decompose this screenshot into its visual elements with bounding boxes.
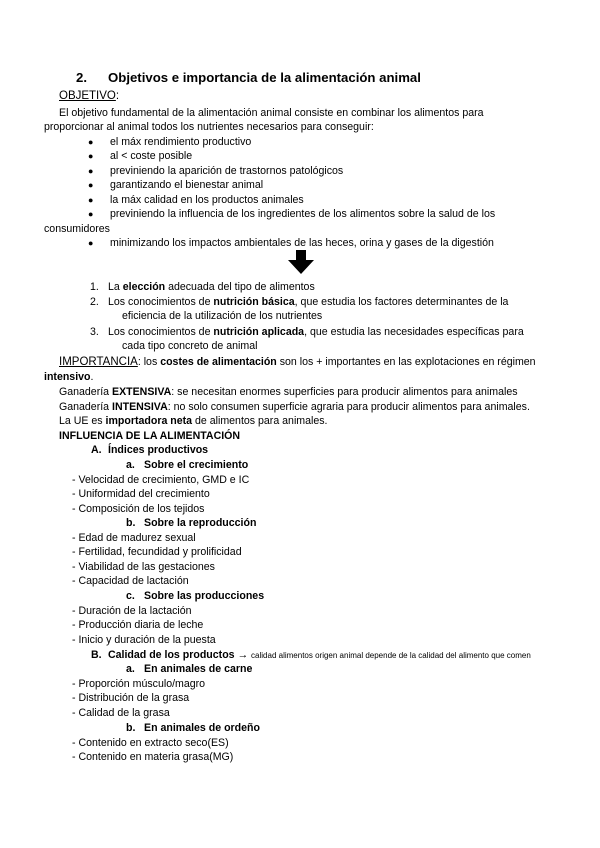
subheading-label: c. xyxy=(126,590,135,602)
section-number: 2. xyxy=(76,70,87,85)
list-item: - Edad de madurez sexual xyxy=(72,532,196,544)
subheading-label: a. xyxy=(126,663,135,675)
ganaderia-intensiva: Ganadería INTENSIVA: no solo consumen superficie agraria para producir alimentos para animales. xyxy=(59,401,530,413)
subsection-B-title: Calidad de los productos → calidad alimentos origen animal depende de la calidad del alimento que comen xyxy=(108,649,531,661)
ganaderia-extensiva: Ganadería EXTENSIVA: se necesitan enormes superficies para producir alimentos para animales xyxy=(59,386,518,398)
importancia-line: IMPORTANCIA: los costes de alimentación son los + importantes en las explotaciones en régimen xyxy=(59,356,536,368)
down-arrow-icon xyxy=(288,250,314,274)
influencia-heading: INFLUENCIA DE LA ALIMENTACIÓN xyxy=(59,430,241,442)
ue-importadora: La UE es importadora neta de alimentos para animales. xyxy=(59,415,328,427)
list-item: - Producción diaria de leche xyxy=(72,619,204,631)
subheading-reproduccion: Sobre la reproducción xyxy=(144,517,257,529)
objetivo-bullet: al < coste posible xyxy=(110,150,193,162)
list-item: - Capacidad de lactación xyxy=(72,575,189,587)
objetivo-bullet: la máx calidad en los productos animales xyxy=(110,194,304,206)
objetivo-bullet: el máx rendimiento productivo xyxy=(110,136,252,148)
list-item: - Contenido en extracto seco(ES) xyxy=(72,737,229,749)
bullet-dot: ● xyxy=(88,209,94,219)
bullet-dot: ● xyxy=(88,137,94,147)
list-item: - Fertilidad, fecundidad y prolificidad xyxy=(72,546,242,558)
numbered-item-cont: cada tipo concreto de animal xyxy=(122,340,258,352)
list-item: - Velocidad de crecimiento, GMD e IC xyxy=(72,474,250,486)
objetivo-bullet: previniendo la influencia de los ingredientes de los alimentos sobre la salud de los xyxy=(110,208,496,220)
list-item: - Distribución de la grasa xyxy=(72,692,190,704)
list-item: - Uniformidad del crecimiento xyxy=(72,488,210,500)
list-item: - Inicio y duración de la puesta xyxy=(72,634,216,646)
numbered-item: La elección adecuada del tipo de alimentos xyxy=(108,281,315,293)
objetivo-heading: OBJETIVO: xyxy=(59,90,120,102)
list-item: - Contenido en materia grasa(MG) xyxy=(72,751,234,763)
section-title: Objetivos e importancia de la alimentación animal xyxy=(108,70,421,85)
subsection-B-label: B. xyxy=(91,649,102,661)
subheading-label: a. xyxy=(126,459,135,471)
objetivo-bullet: garantizando el bienestar animal xyxy=(110,179,264,191)
subsection-A-title: Índices productivos xyxy=(108,444,209,456)
list-item: - Viabilidad de las gestaciones xyxy=(72,561,215,573)
numbered-index: 3. xyxy=(90,326,99,338)
subheading-ordeno: En animales de ordeño xyxy=(144,722,260,734)
subheading-carne: En animales de carne xyxy=(144,663,253,675)
list-item: - Duración de la lactación xyxy=(72,605,192,617)
list-item: - Proporción músculo/magro xyxy=(72,678,206,690)
list-item: - Composición de los tejidos xyxy=(72,503,205,515)
subheading-crecimiento: Sobre el crecimiento xyxy=(144,459,249,471)
subsection-A-label: A. xyxy=(91,444,102,456)
bullet-dot: ● xyxy=(88,151,94,161)
numbered-item-cont: eficiencia de la utilización de los nutrientes xyxy=(122,310,323,322)
numbered-index: 2. xyxy=(90,296,99,308)
subheading-label: b. xyxy=(126,722,136,734)
objetivo-bullet: minimizando los impactos ambientales de las heces, orina y gases de la digestión xyxy=(110,237,494,249)
numbered-item: Los conocimientos de nutrición aplicada, que estudia las necesidades específicas para xyxy=(108,326,524,338)
bullet-dot: ● xyxy=(88,195,94,205)
objetivo-intro-2: proporcionar al animal todos los nutrientes necesarios para conseguir: xyxy=(44,121,374,133)
subheading-producciones: Sobre las producciones xyxy=(144,590,265,602)
bullet-dot: ● xyxy=(88,238,94,248)
objetivo-bullet-wrap: consumidores xyxy=(44,223,110,235)
objetivo-bullet: previniendo la aparición de trastornos patológicos xyxy=(110,165,344,177)
numbered-index: 1. xyxy=(90,281,99,293)
objetivo-intro-1: El objetivo fundamental de la alimentación animal consiste en combinar los alimentos para xyxy=(59,107,484,119)
importancia-wrap: intensivo. xyxy=(44,371,94,383)
list-item: - Calidad de la grasa xyxy=(72,707,170,719)
bullet-dot: ● xyxy=(88,180,94,190)
subheading-label: b. xyxy=(126,517,136,529)
bullet-dot: ● xyxy=(88,166,94,176)
numbered-item: Los conocimientos de nutrición básica, que estudia los factores determinantes de la xyxy=(108,296,509,308)
